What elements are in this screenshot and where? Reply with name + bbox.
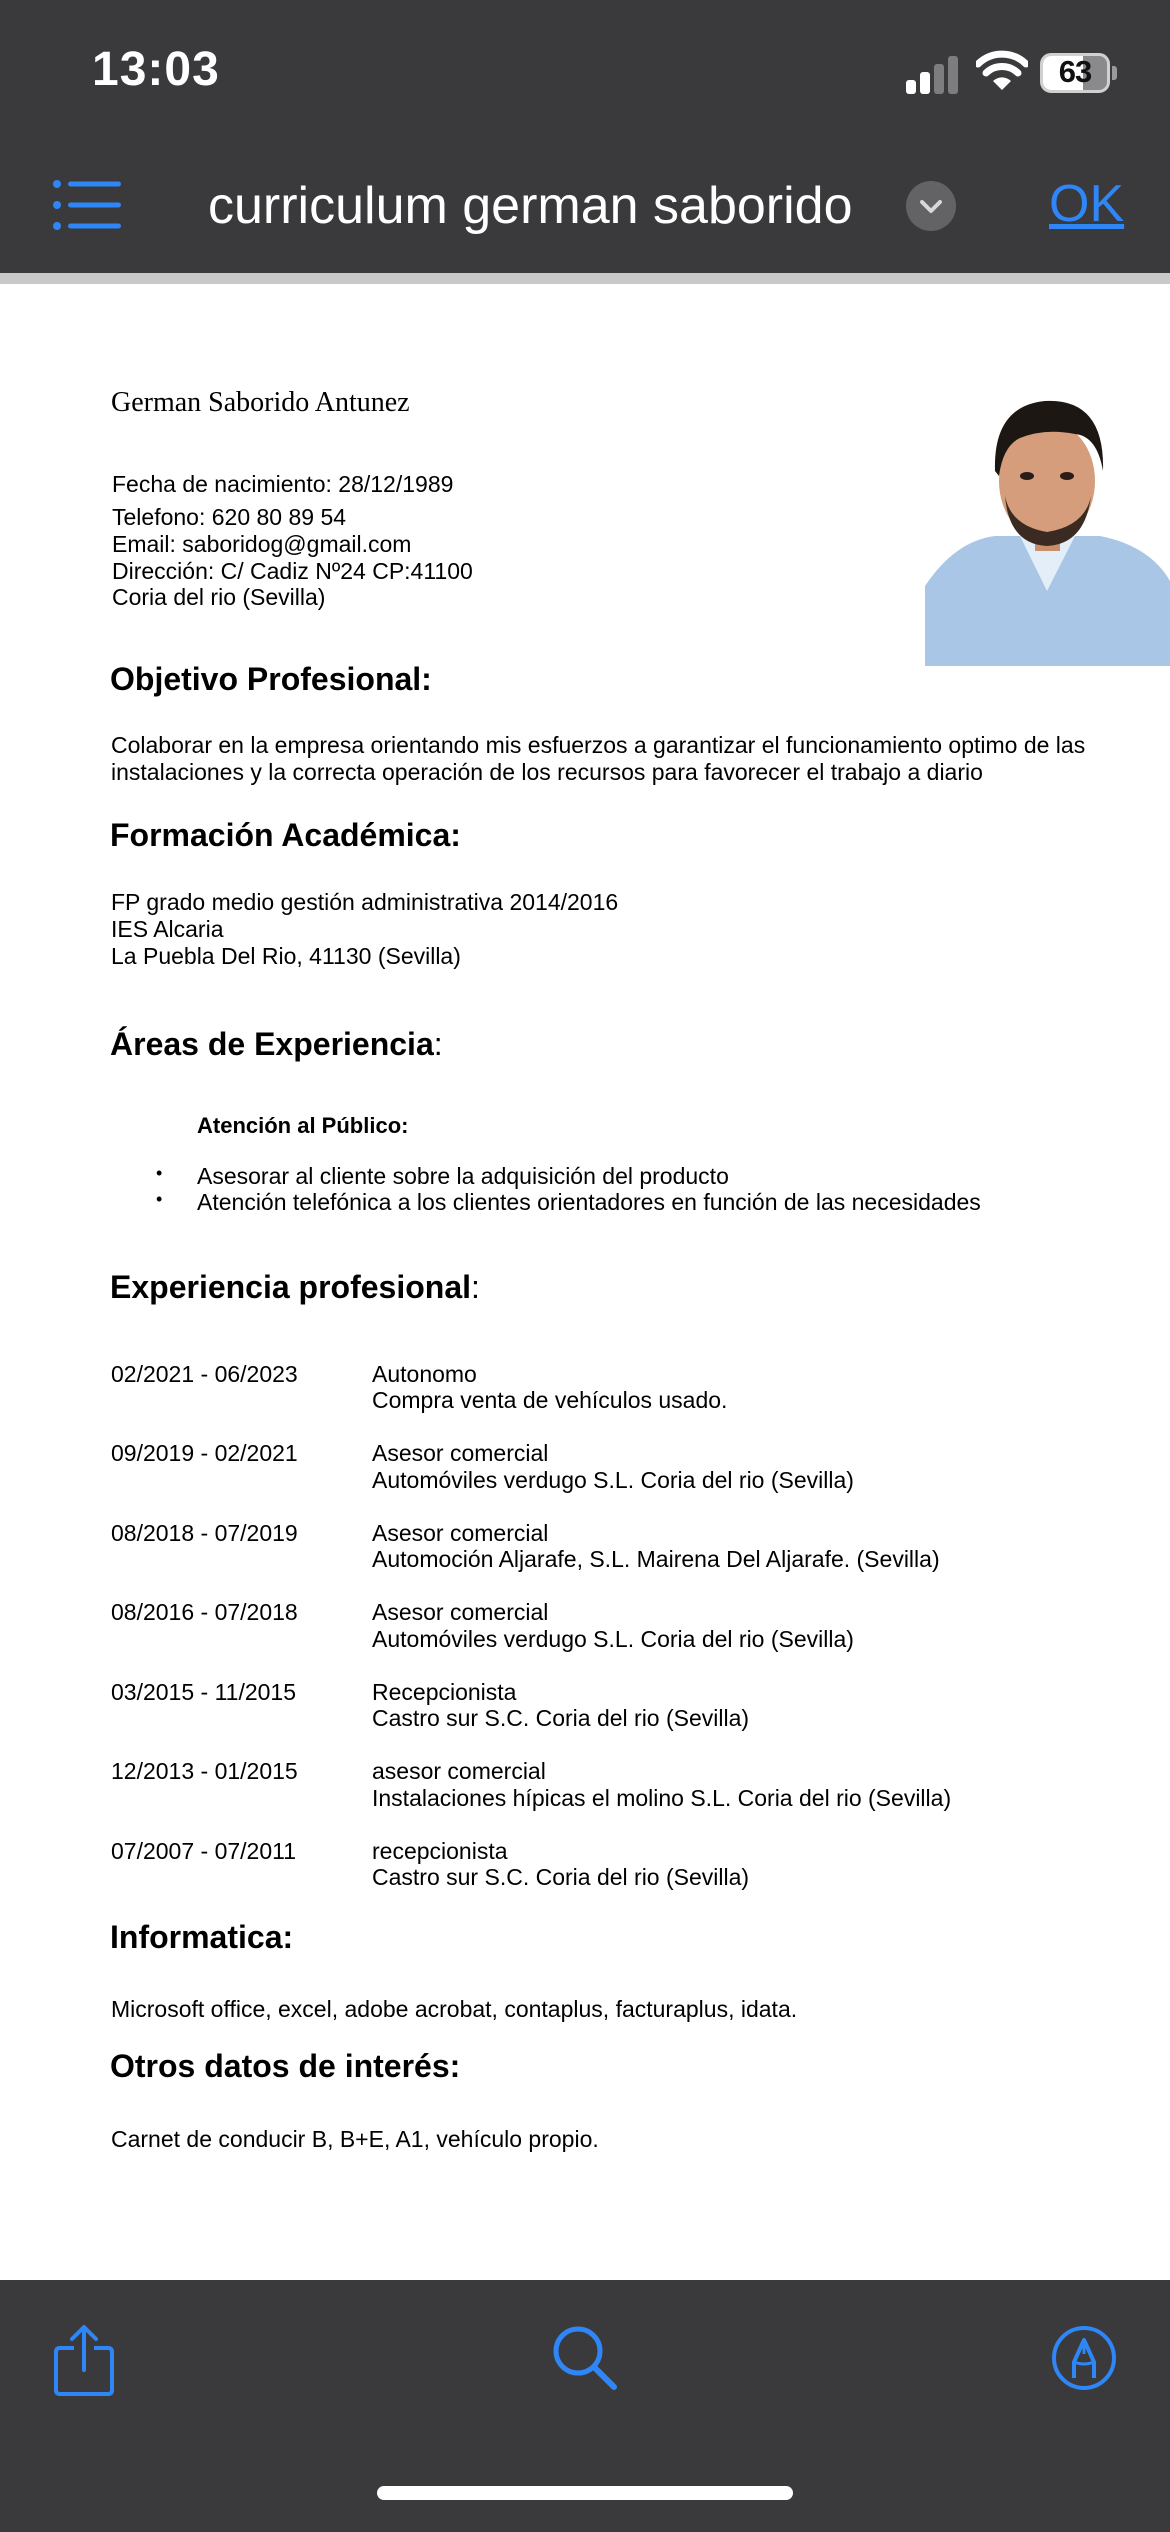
email: Email: saboridog@gmail.com bbox=[112, 531, 412, 557]
markup-pen-icon[interactable] bbox=[1050, 2324, 1118, 2392]
education-line-2: IES Alcaria bbox=[111, 916, 224, 942]
experience-dates: 02/2021 - 06/2023 bbox=[111, 1361, 298, 1387]
experience-dates: 08/2016 - 07/2018 bbox=[111, 1599, 298, 1625]
address: Dirección: C/ Cadiz Nº24 CP:41100 bbox=[112, 558, 473, 584]
birth-date: Fecha de nacimiento: 28/12/1989 bbox=[112, 471, 454, 497]
objective-heading: Objetivo Profesional: bbox=[110, 661, 432, 697]
experience-company: Automóviles verdugo S.L. Coria del rio (Sevilla) bbox=[372, 1626, 854, 1652]
experience-role: asesor comercial bbox=[372, 1758, 546, 1784]
experience-role: Asesor comercial bbox=[372, 1520, 549, 1546]
bullet-dot: • bbox=[156, 1163, 163, 1183]
experience-role: Autonomo bbox=[372, 1361, 477, 1387]
pdf-page bbox=[0, 284, 1170, 2280]
ok-button[interactable]: OK bbox=[1049, 175, 1125, 233]
experience-company: Castro sur S.C. Coria del rio (Sevilla) bbox=[372, 1864, 750, 1890]
phone: Telefono: 620 80 89 54 bbox=[112, 504, 347, 530]
share-icon[interactable] bbox=[52, 2322, 116, 2398]
other-text: Carnet de conducir B, B+E, A1, vehículo propio. bbox=[111, 2126, 599, 2152]
experience-dates: 08/2018 - 07/2019 bbox=[111, 1520, 298, 1546]
education-heading: Formación Académica: bbox=[110, 817, 461, 853]
areas-bullet-2: Atención telefónica a los clientes orientadores en función de las necesidades bbox=[197, 1189, 981, 1215]
experience-company: Automóviles verdugo S.L. Coria del rio (Sevilla) bbox=[372, 1467, 854, 1493]
experience-role: recepcionista bbox=[372, 1838, 508, 1864]
top-bar bbox=[0, 0, 1170, 273]
experience-dates: 09/2019 - 02/2021 bbox=[111, 1440, 298, 1466]
status-time: 13:03 bbox=[92, 43, 220, 96]
battery-icon bbox=[1040, 53, 1110, 93]
chevron-down-icon bbox=[906, 181, 956, 231]
areas-heading-colon: : bbox=[433, 1026, 443, 1062]
education-line-1: FP grado medio gestión administrativa 2014/2016 bbox=[111, 889, 619, 915]
search-icon[interactable] bbox=[551, 2324, 619, 2392]
home-indicator[interactable] bbox=[377, 2486, 793, 2500]
wifi-icon bbox=[976, 50, 1028, 92]
profile-photo bbox=[925, 376, 1170, 666]
title-menu-button[interactable] bbox=[906, 181, 956, 231]
experience-company: Compra venta de vehículos usado. bbox=[372, 1387, 728, 1413]
city: Coria del rio (Sevilla) bbox=[112, 584, 326, 610]
other-heading: Otros datos de interés: bbox=[110, 2048, 461, 2084]
areas-heading bbox=[110, 1026, 443, 1063]
experience-role: Asesor comercial bbox=[372, 1599, 549, 1625]
battery-nub bbox=[1112, 66, 1117, 80]
toolbar-shadow bbox=[0, 273, 1170, 284]
battery-level: 63 bbox=[1058, 54, 1092, 89]
objective-line-2: instalaciones y la correcta operación de los recursos para favorecer el trabajo a diario bbox=[111, 759, 983, 785]
bullet-dot: • bbox=[156, 1189, 163, 1209]
it-heading: Informatica: bbox=[110, 1919, 294, 1955]
education-line-3: La Puebla Del Rio, 41130 (Sevilla) bbox=[111, 943, 461, 969]
experience-heading bbox=[110, 1269, 480, 1306]
areas-bullet-1: Asesorar al cliente sobre la adquisición del producto bbox=[197, 1163, 729, 1189]
experience-heading-text: Experiencia profesional bbox=[110, 1269, 472, 1305]
experience-company: Instalaciones hípicas el molino S.L. Coria del rio (Sevilla) bbox=[372, 1785, 952, 1811]
objective-line-1: Colaborar en la empresa orientando mis esfuerzos a garantizar el funcionamiento optimo de las bbox=[111, 732, 1086, 758]
experience-dates: 03/2015 - 11/2015 bbox=[111, 1679, 297, 1705]
experience-dates: 12/2013 - 01/2015 bbox=[111, 1758, 298, 1784]
list-icon[interactable] bbox=[52, 178, 122, 232]
it-text: Microsoft office, excel, adobe acrobat, contaplus, facturaplus, idata. bbox=[111, 1996, 798, 2022]
experience-company: Automoción Aljarafe, S.L. Mairena Del Aljarafe. (Sevilla) bbox=[372, 1546, 940, 1572]
experience-role: Asesor comercial bbox=[372, 1440, 549, 1466]
experience-role: Recepcionista bbox=[372, 1679, 517, 1705]
areas-heading-text: Áreas de Experiencia bbox=[110, 1026, 434, 1062]
document-title[interactable]: curriculum german saborido bbox=[208, 177, 853, 235]
experience-company: Castro sur S.C. Coria del rio (Sevilla) bbox=[372, 1705, 750, 1731]
experience-heading-colon: : bbox=[471, 1269, 480, 1305]
experience-dates: 07/2007 - 07/2011 bbox=[111, 1838, 297, 1864]
cellular-signal-icon bbox=[906, 54, 960, 94]
areas-subheading: Atención al Público: bbox=[197, 1113, 409, 1138]
cv-name: German Saborido Antunez bbox=[111, 387, 410, 418]
